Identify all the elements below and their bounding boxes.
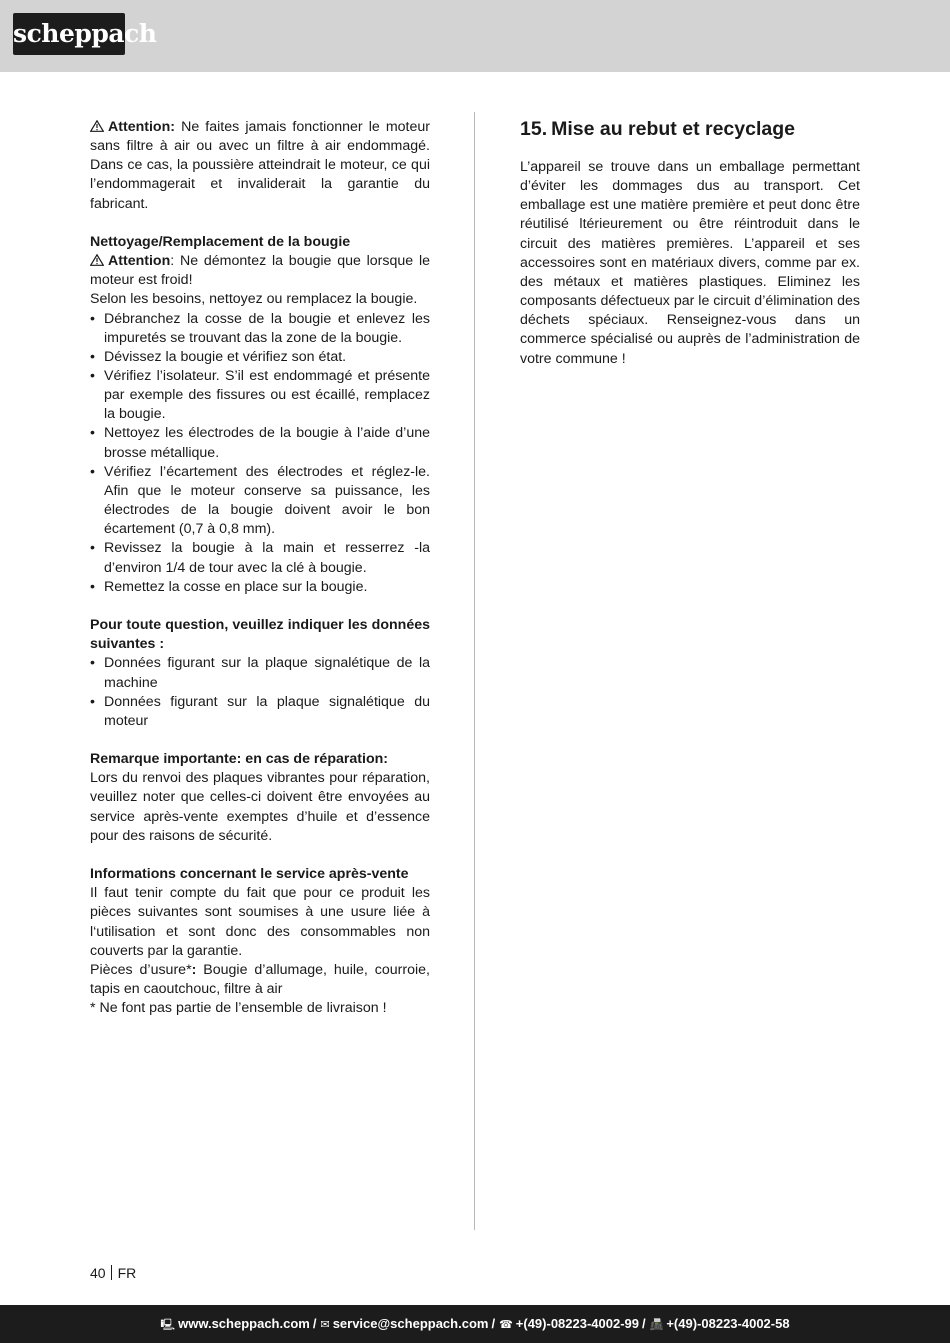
- footer-bar: [0, 1305, 950, 1343]
- plug-warning: [90, 252, 430, 290]
- warning-icon: [90, 120, 104, 132]
- page-number: [90, 1265, 136, 1281]
- footer-email[interactable]: service@scheppach.com: [332, 1316, 489, 1331]
- column-divider: [474, 112, 475, 1230]
- warning-text: Ne faites jamais fonctionner le moteur sans filtre à air ou avec un filtre à air endommagé. Dans ce cas, la poussière atteindrait le moteur, ce qui l’endommagerait et invaliderait la garantie du fabricant.: [90, 119, 430, 212]
- list-item: • Données figurant sur la plaque signalétique de la machine: [90, 654, 430, 692]
- service-heading: Informations concernant le service après-vente: [90, 866, 409, 883]
- air-filter-warning: [90, 118, 430, 214]
- wear-label: Pièces d’usure*: [90, 961, 192, 978]
- list-item: • Revissez la bougie à la main et resserrez -la d’environ 1/4 de tour avec la clé à bougie.: [90, 539, 430, 577]
- brand-logo: scheppach: [13, 13, 125, 55]
- plug-intro: Selon les besoins, nettoyez ou remplacez la bougie.: [90, 291, 418, 308]
- footer-separator: /: [312, 1316, 317, 1331]
- list-item: • Remettez la cosse en place sur la bougie.: [90, 578, 430, 597]
- section-number: 15.: [520, 118, 548, 140]
- footer-separator: /: [491, 1316, 496, 1331]
- footnote: * Ne font pas partie de l’ensemble de livraison !: [90, 1000, 387, 1017]
- header-bar: [0, 0, 950, 72]
- wear-colon: :: [191, 961, 197, 978]
- computer-icon: 🖳: [160, 1319, 176, 1331]
- list-item: • Vérifiez l’isolateur. S’il est endommagé et présente par exemple des fissures ou est écaillé, remplacez la bougie.: [90, 367, 430, 424]
- list-item: • Données figurant sur la plaque signalétique du moteur: [90, 693, 430, 731]
- right-column: [520, 118, 860, 369]
- warning-label: Attention: [108, 253, 171, 270]
- plug-steps-list: [90, 310, 430, 597]
- page-language: FR: [117, 1265, 137, 1281]
- footer-website[interactable]: www.scheppach.com: [178, 1316, 310, 1331]
- list-item: • Vérifiez l’écartement des électrodes et réglez-le. Afin que le moteur conserve sa puissance, les électrodes de la bougie doivent avoir le bon écartement (0,7 à 0,8 mm).: [90, 463, 430, 540]
- section-title-text: Mise au rebut et recyclage: [551, 118, 795, 140]
- section-title: [520, 118, 860, 140]
- disposal-text: L’appareil se trouve dans un emballage permettant d’éviter les dommages dus au transport. Cet emballage est une matière première et peut donc être réutilisé ltérieurement ou être réintroduit dans le circuit des matières premières. L’appareil et ses accessoires sont en matériaux divers, comme par ex. des métaux et matières plastiques. Eliminez les composants défectueux par le circuit d’élimination des déchets spéciaux. Renseignez-vous dans un commerce spécialisé ou auprès de l’administration de votre commune !: [520, 159, 860, 367]
- warning-label: Attention:: [108, 119, 175, 135]
- footer-phone: +(49)-08223-4002-99: [515, 1316, 640, 1331]
- warning-icon: [90, 254, 104, 266]
- footer-fax: +(49)-08223-4002-58: [666, 1316, 790, 1331]
- list-item: • Débranchez la cosse de la bougie et enlevez les impuretés se trouvant das la zone de la bougie.: [90, 310, 430, 348]
- repair-heading: Remarque importante: en cas de réparation:: [90, 751, 389, 768]
- question-list: [90, 654, 430, 731]
- fax-icon: 📠: [649, 1319, 664, 1331]
- wear-text: Bougie d’allumage, huile, courroie, tapis en caoutchouc, filtre à air: [90, 961, 430, 997]
- plug-heading: Nettoyage/Remplacement de la bougie: [90, 233, 351, 250]
- list-item: • Nettoyez les électrodes de la bougie à l’aide d’une brosse métallique.: [90, 424, 430, 462]
- left-column: [90, 118, 430, 1018]
- service-text: Il faut tenir compte du fait que pour ce produit les pièces suivantes sont soumises à une usure liée à l‘utilisation et sont donc des consommables non couverts par la garantie.: [90, 885, 430, 959]
- phone-icon: ☎: [499, 1319, 513, 1331]
- envelope-icon: ✉: [320, 1319, 330, 1331]
- wear-parts: [90, 961, 430, 999]
- list-item: • Dévissez la bougie et vérifiez son état.: [90, 348, 430, 367]
- page-number-value: 40: [90, 1265, 106, 1281]
- question-heading: Pour toute question, veuillez indiquer les données suivantes :: [90, 617, 430, 653]
- repair-text: Lors du renvoi des plaques vibrantes pour réparation, veuillez noter que celles-ci doivent être envoyées au service après-vente exemptes d’huile et d’essence pour des raisons de sécurité.: [90, 770, 430, 844]
- footer-separator: /: [642, 1316, 646, 1331]
- warning-text: : Ne démontez la bougie que lorsque le moteur est froid!: [90, 253, 430, 289]
